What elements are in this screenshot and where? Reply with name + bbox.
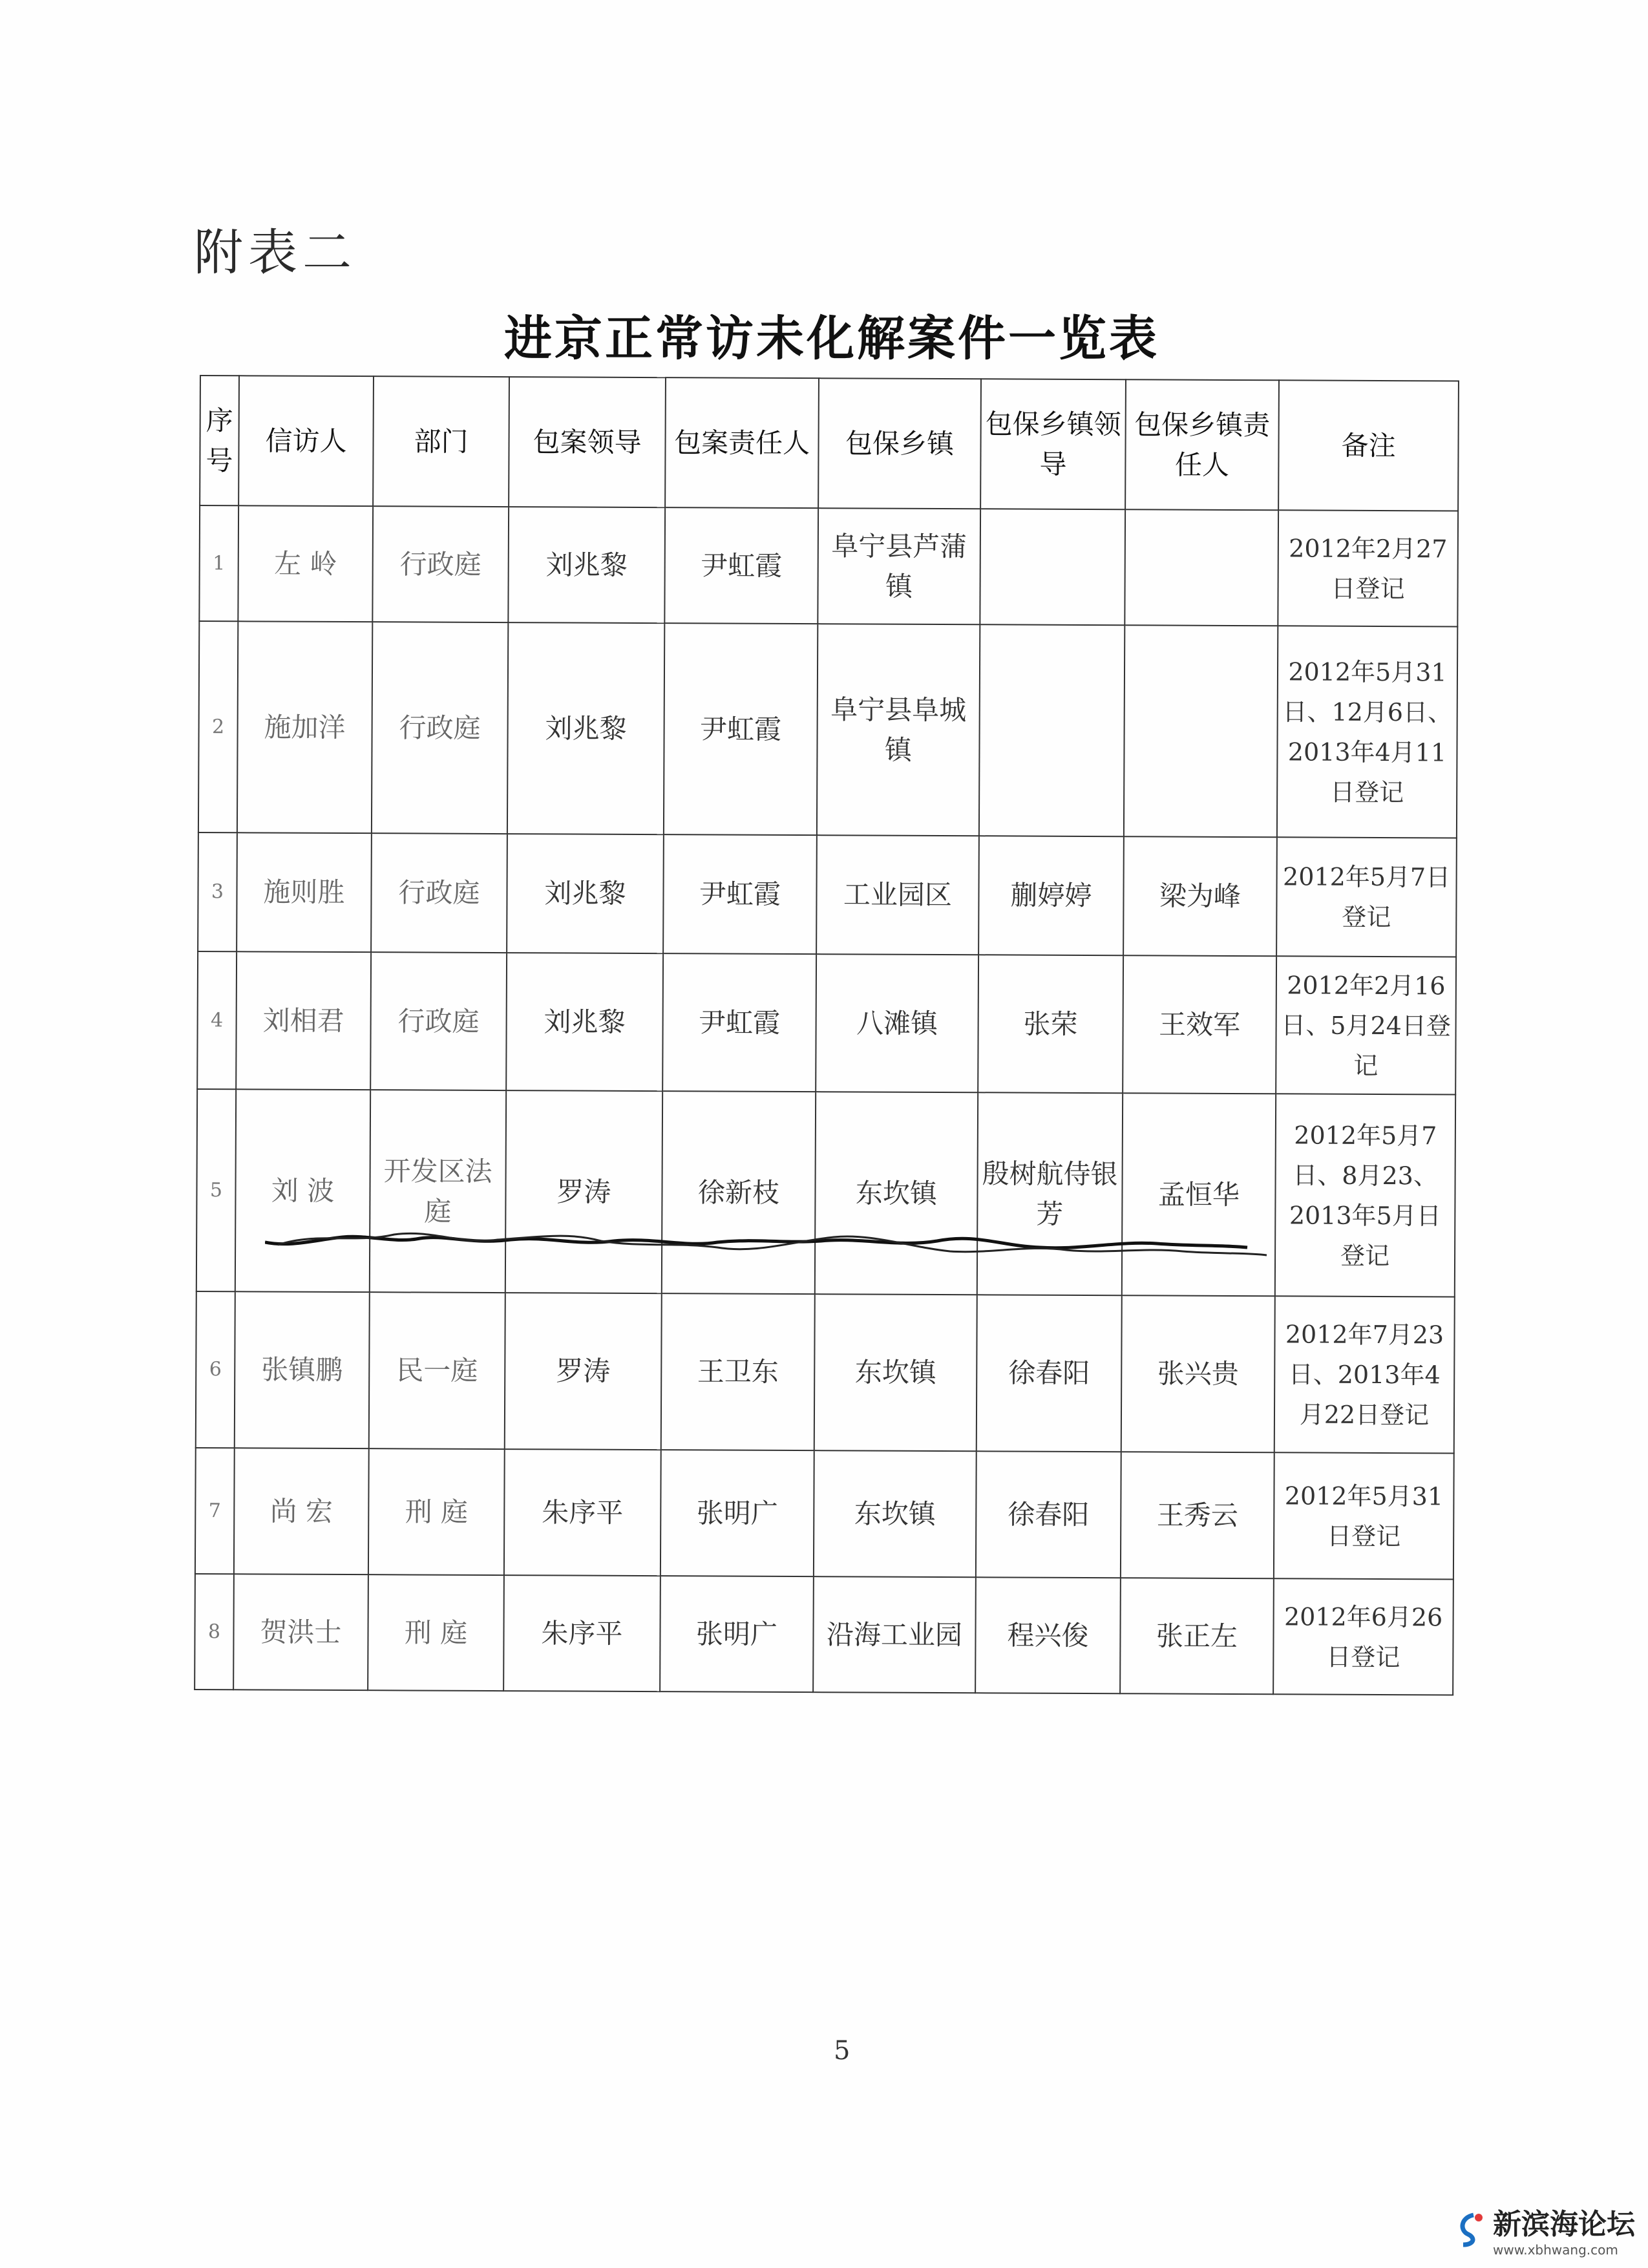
cell-case-leader: 罗涛 <box>505 1293 662 1450</box>
cell-seq: 2 <box>198 621 238 832</box>
cell-case-responsible: 尹虹霞 <box>662 953 816 1092</box>
table-row <box>198 832 1457 957</box>
cell-township-responsible <box>1125 509 1278 626</box>
watermark-logo-icon <box>1454 2211 1486 2247</box>
cell-township-leader: 殷树航侍银芳 <box>977 1092 1123 1295</box>
cell-township-responsible <box>1124 625 1278 837</box>
table-row <box>195 1574 1453 1695</box>
watermark <box>1454 2201 1635 2258</box>
cell-petitioner: 施则胜 <box>237 832 372 952</box>
cell-notes: 2012年6月26日登记 <box>1273 1578 1453 1695</box>
cell-petitioner: 贺洪士 <box>233 1574 368 1690</box>
cell-township-leader: 张荣 <box>978 955 1123 1093</box>
cell-department: 刑 庭 <box>368 1574 504 1691</box>
table-row <box>196 1291 1455 1453</box>
cell-township: 东坎镇 <box>814 1450 977 1577</box>
cell-seq: 5 <box>196 1089 236 1291</box>
header-seq: 序号 <box>200 376 239 505</box>
table-row <box>197 951 1456 1094</box>
page-number: 5 <box>834 2036 850 2066</box>
cell-department: 行政庭 <box>372 506 509 622</box>
header-township-leader: 包保乡镇领导 <box>980 379 1126 509</box>
cell-case-leader: 刘兆黎 <box>506 953 663 1091</box>
header-case-responsible: 包案责任人 <box>665 377 819 508</box>
cell-notes: 2012年5月7日登记 <box>1276 837 1457 957</box>
header-township-responsible: 包保乡镇责任人 <box>1125 379 1279 510</box>
cell-petitioner: 左 岭 <box>238 505 373 622</box>
cell-township: 东坎镇 <box>815 1092 978 1295</box>
cell-township: 八滩镇 <box>816 954 978 1092</box>
cell-petitioner: 刘 波 <box>235 1089 370 1292</box>
attachment-label: 附表二 <box>194 224 357 281</box>
cell-petitioner: 刘相君 <box>236 951 371 1090</box>
cell-township-responsible: 张兴贵 <box>1121 1295 1275 1452</box>
header-notes: 备注 <box>1278 380 1459 511</box>
cell-township-leader: 徐春阳 <box>977 1295 1122 1452</box>
cell-case-responsible: 尹虹霞 <box>663 834 817 954</box>
cell-township-leader: 程兴俊 <box>975 1577 1121 1693</box>
cell-seq: 6 <box>196 1291 235 1448</box>
cell-case-leader: 刘兆黎 <box>508 507 665 623</box>
watermark-name: 新滨海论坛 <box>1493 2208 1635 2241</box>
cell-department: 行政庭 <box>371 833 507 953</box>
cell-seq: 1 <box>199 505 238 621</box>
cell-case-leader: 朱序平 <box>503 1575 660 1691</box>
cell-township: 阜宁县阜城镇 <box>817 624 980 836</box>
header-township: 包保乡镇 <box>818 378 981 509</box>
cell-case-responsible: 尹虹霞 <box>664 507 818 624</box>
handwritten-strike-line <box>265 1228 1273 1267</box>
cell-township-leader: 徐春阳 <box>976 1451 1121 1578</box>
cell-case-leader: 刘兆黎 <box>507 834 664 953</box>
cell-notes: 2012年7月23日、2013年4月22日登记 <box>1274 1296 1455 1453</box>
header-row <box>200 376 1459 511</box>
cell-notes: 2012年5月7日、8月23、2013年5月日登记 <box>1275 1094 1455 1297</box>
cell-case-responsible: 尹虹霞 <box>664 623 818 835</box>
cell-case-responsible: 王卫东 <box>661 1293 815 1450</box>
table-row <box>195 1448 1454 1579</box>
cell-township-responsible: 梁为峰 <box>1123 836 1277 956</box>
cell-case-responsible: 张明广 <box>660 1450 814 1576</box>
cell-township-leader <box>979 624 1125 836</box>
cases-table <box>194 375 1459 1695</box>
cell-township-responsible: 张正左 <box>1120 1578 1274 1694</box>
table-row <box>198 621 1457 838</box>
cell-department: 行政庭 <box>370 952 507 1090</box>
table-row <box>199 505 1458 626</box>
cell-department: 刑 庭 <box>368 1448 505 1575</box>
cell-petitioner: 尚 宏 <box>234 1448 369 1574</box>
cell-township: 阜宁县芦蒲镇 <box>818 508 980 624</box>
cell-township-leader: 蒯婷婷 <box>978 836 1124 955</box>
cell-case-leader: 刘兆黎 <box>507 622 664 834</box>
cell-case-responsible: 张明广 <box>660 1576 814 1692</box>
cell-case-responsible: 徐新枝 <box>662 1091 816 1294</box>
cell-department: 开发区法庭 <box>370 1090 506 1293</box>
cell-case-leader: 罗涛 <box>505 1090 662 1293</box>
cell-department: 行政庭 <box>372 622 508 834</box>
document-title: 进京正常访未化解案件一览表 <box>504 311 1159 366</box>
header-case-leader: 包案领导 <box>509 377 666 507</box>
cell-notes: 2012年5月31日登记 <box>1274 1452 1454 1579</box>
cell-township-leader <box>980 509 1125 625</box>
cell-township: 沿海工业园 <box>813 1576 976 1693</box>
cell-seq: 3 <box>198 832 237 951</box>
cell-petitioner: 施加洋 <box>237 621 372 833</box>
cell-department: 民一庭 <box>369 1292 505 1449</box>
cell-township: 东坎镇 <box>814 1294 977 1451</box>
header-petitioner: 信访人 <box>238 376 374 506</box>
cell-case-leader: 朱序平 <box>504 1449 661 1576</box>
cell-township-responsible: 孟恒华 <box>1122 1093 1276 1296</box>
header-department: 部门 <box>373 376 509 507</box>
cell-seq: 7 <box>195 1448 235 1574</box>
cell-township-responsible: 王效军 <box>1123 955 1276 1094</box>
cell-township: 工业园区 <box>816 835 979 955</box>
cell-notes: 2012年5月31日、12月6日、2013年4月11日登记 <box>1277 626 1457 838</box>
cell-seq: 4 <box>197 951 237 1089</box>
cell-notes: 2012年2月27日登记 <box>1278 510 1458 626</box>
cell-notes: 2012年2月16日、5月24日登记 <box>1276 956 1456 1094</box>
cell-petitioner: 张镇鹏 <box>235 1291 370 1448</box>
cell-township-responsible: 王秀云 <box>1121 1452 1274 1578</box>
watermark-url: www.xbhwang.com <box>1493 2242 1618 2258</box>
cell-seq: 8 <box>195 1574 234 1690</box>
